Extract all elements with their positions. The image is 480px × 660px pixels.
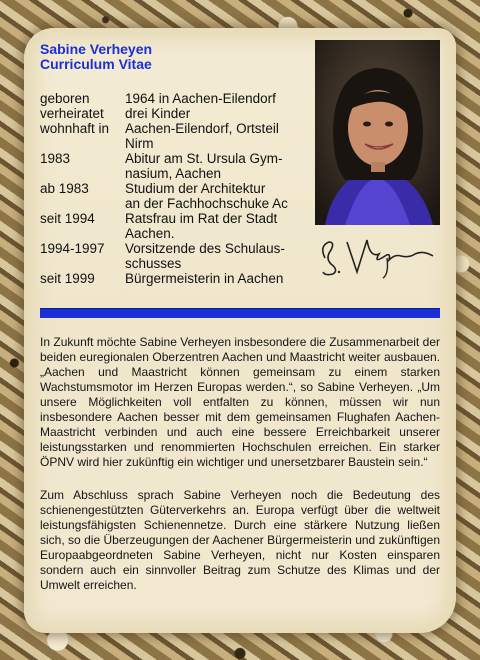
person-name: Sabine Verheyen bbox=[40, 41, 153, 57]
section-divider bbox=[40, 308, 440, 318]
fact-value: Vorsitzende des Schulaus- schusses bbox=[125, 241, 285, 271]
fact-row bbox=[40, 211, 310, 241]
page-title bbox=[40, 42, 152, 72]
fact-row bbox=[40, 91, 310, 106]
signature bbox=[315, 228, 440, 286]
article-body bbox=[40, 335, 440, 611]
fact-key: 1994-1997 bbox=[40, 241, 105, 256]
fact-value: Aachen-Eilendorf, Ortsteil Nirm bbox=[125, 121, 279, 151]
cv-subtitle: Curriculum Vitae bbox=[40, 56, 152, 72]
fact-row bbox=[40, 121, 310, 151]
fact-key: wohnhaft in bbox=[40, 121, 110, 136]
fact-key: geboren bbox=[40, 91, 90, 106]
fact-row bbox=[40, 271, 310, 286]
fact-value: drei Kinder bbox=[125, 106, 191, 121]
fact-row bbox=[40, 106, 310, 121]
portrait-photo bbox=[315, 40, 440, 225]
fact-key: verheiratet bbox=[40, 106, 104, 121]
fact-row bbox=[40, 151, 310, 181]
fact-key: 1983 bbox=[40, 151, 71, 166]
paragraph-1: In Zukunft möchte Sabine Verheyen insbesondere die Zusammenarbeit der beiden euregionalen Oberzentren Aachen und Maastricht weiter ausbauen. „Aachen und Maastricht können gemeinsam zu einem starken Wachstumsmotor im Herzen Europas werden.“, so Sabine Verheyen. „Um unsere Möglichkeiten voll entfalten zu können, müssen wir nun insbesondere Aachen besser mit dem gemeinsamen Flughafen Aachen-Maastricht verbinden und auch eine bessere Erreichbarkeit unserer leistungsstarken und renommierten Hochschulen erreichen. Ein starker ÖPNV wird hier zukünftig ein wichtiger und unersetzbarer Baustein sein.“ bbox=[40, 335, 440, 469]
fact-row bbox=[40, 241, 310, 271]
fact-key: ab 1983 bbox=[40, 181, 89, 196]
fact-row bbox=[40, 181, 310, 211]
fact-value: Abitur am St. Ursula Gym- nasium, Aachen bbox=[125, 151, 283, 181]
fact-key: seit 1999 bbox=[40, 271, 95, 286]
cv-facts bbox=[40, 91, 310, 286]
fact-value: Ratsfrau im Rat der Stadt Aachen. bbox=[125, 211, 278, 241]
paragraph-2: Zum Abschluss sprach Sabine Verheyen noch die Bedeutung des schienengestützten Güterverkehrs an. Europa verfügt über die weltweit leistungsfähigsten Schienennetze. Durch eine stärkere Nutzung ließen sich, so die Überzeugungen der Aachener Bürgermeisterin und zukünftigen Europaabgeordneten Sabine Verheyen, nicht nur Kosten einsparen sondern auch ein sinnvoller Beitrag zum Schutze des Klimas und der Umwelt erreichen. bbox=[40, 488, 440, 592]
fact-key: seit 1994 bbox=[40, 211, 95, 226]
fact-value: Bürgermeisterin in Aachen bbox=[125, 271, 284, 286]
fact-value: Studium der Architektur an der Fachhochschuke Ac bbox=[125, 181, 288, 211]
fact-value: 1964 in Aachen-Eilendorf bbox=[125, 91, 276, 106]
